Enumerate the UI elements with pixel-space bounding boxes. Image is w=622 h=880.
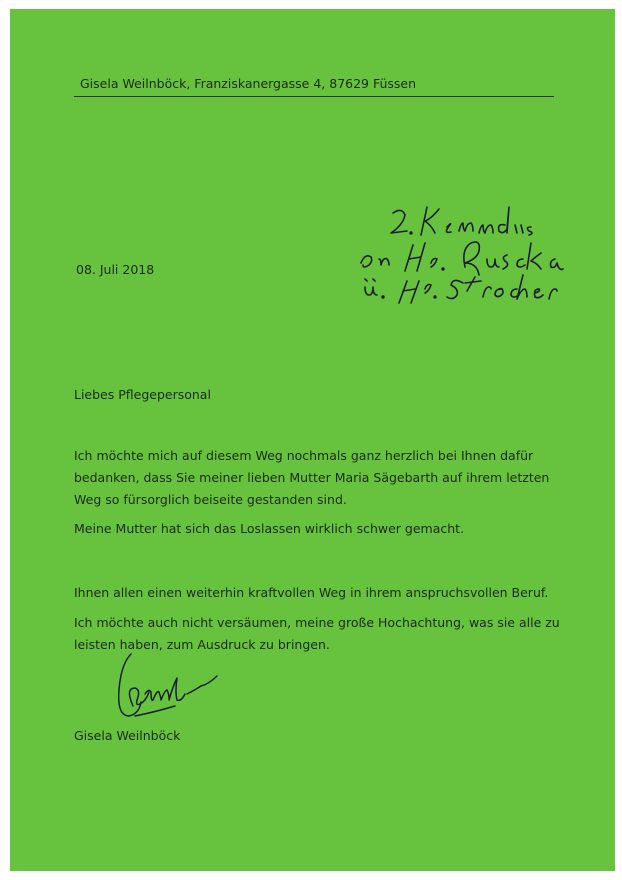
- letter-date: 08. Juli 2018: [76, 262, 155, 277]
- body-paragraph-2: Meine Mutter hat sich das Loslassen wirklich schwer gemacht.: [74, 521, 465, 536]
- signature-name: Gisela Weilnböck: [74, 728, 181, 743]
- handwritten-note: [355, 205, 590, 305]
- salutation: Liebes Pflegepersonal: [74, 387, 211, 402]
- body-paragraph-3: Ihnen allen einen weiterhin kraftvollen Weg in ihrem anspruchsvollen Beruf.: [74, 585, 549, 600]
- handwritten-signature: [105, 650, 225, 730]
- sender-address: Gisela Weilnböck, Franziskanergasse 4, 87629 Füssen: [80, 76, 417, 91]
- body-paragraph-4: Ich möchte auch nicht versäumen, meine große Hochachtung, was sie alle zu leisten haben, zum Ausdruck zu bringen.: [74, 615, 560, 652]
- header-divider: [74, 96, 554, 97]
- body-paragraph-1: Ich möchte mich auf diesem Weg nochmals ganz herzlich bei Ihnen dafür bedanken, dass Sie meiner lieben Mutter Maria Sägebarth auf ihrem letzten Weg so fürsorglich beiseite gestanden sind.: [74, 448, 550, 507]
